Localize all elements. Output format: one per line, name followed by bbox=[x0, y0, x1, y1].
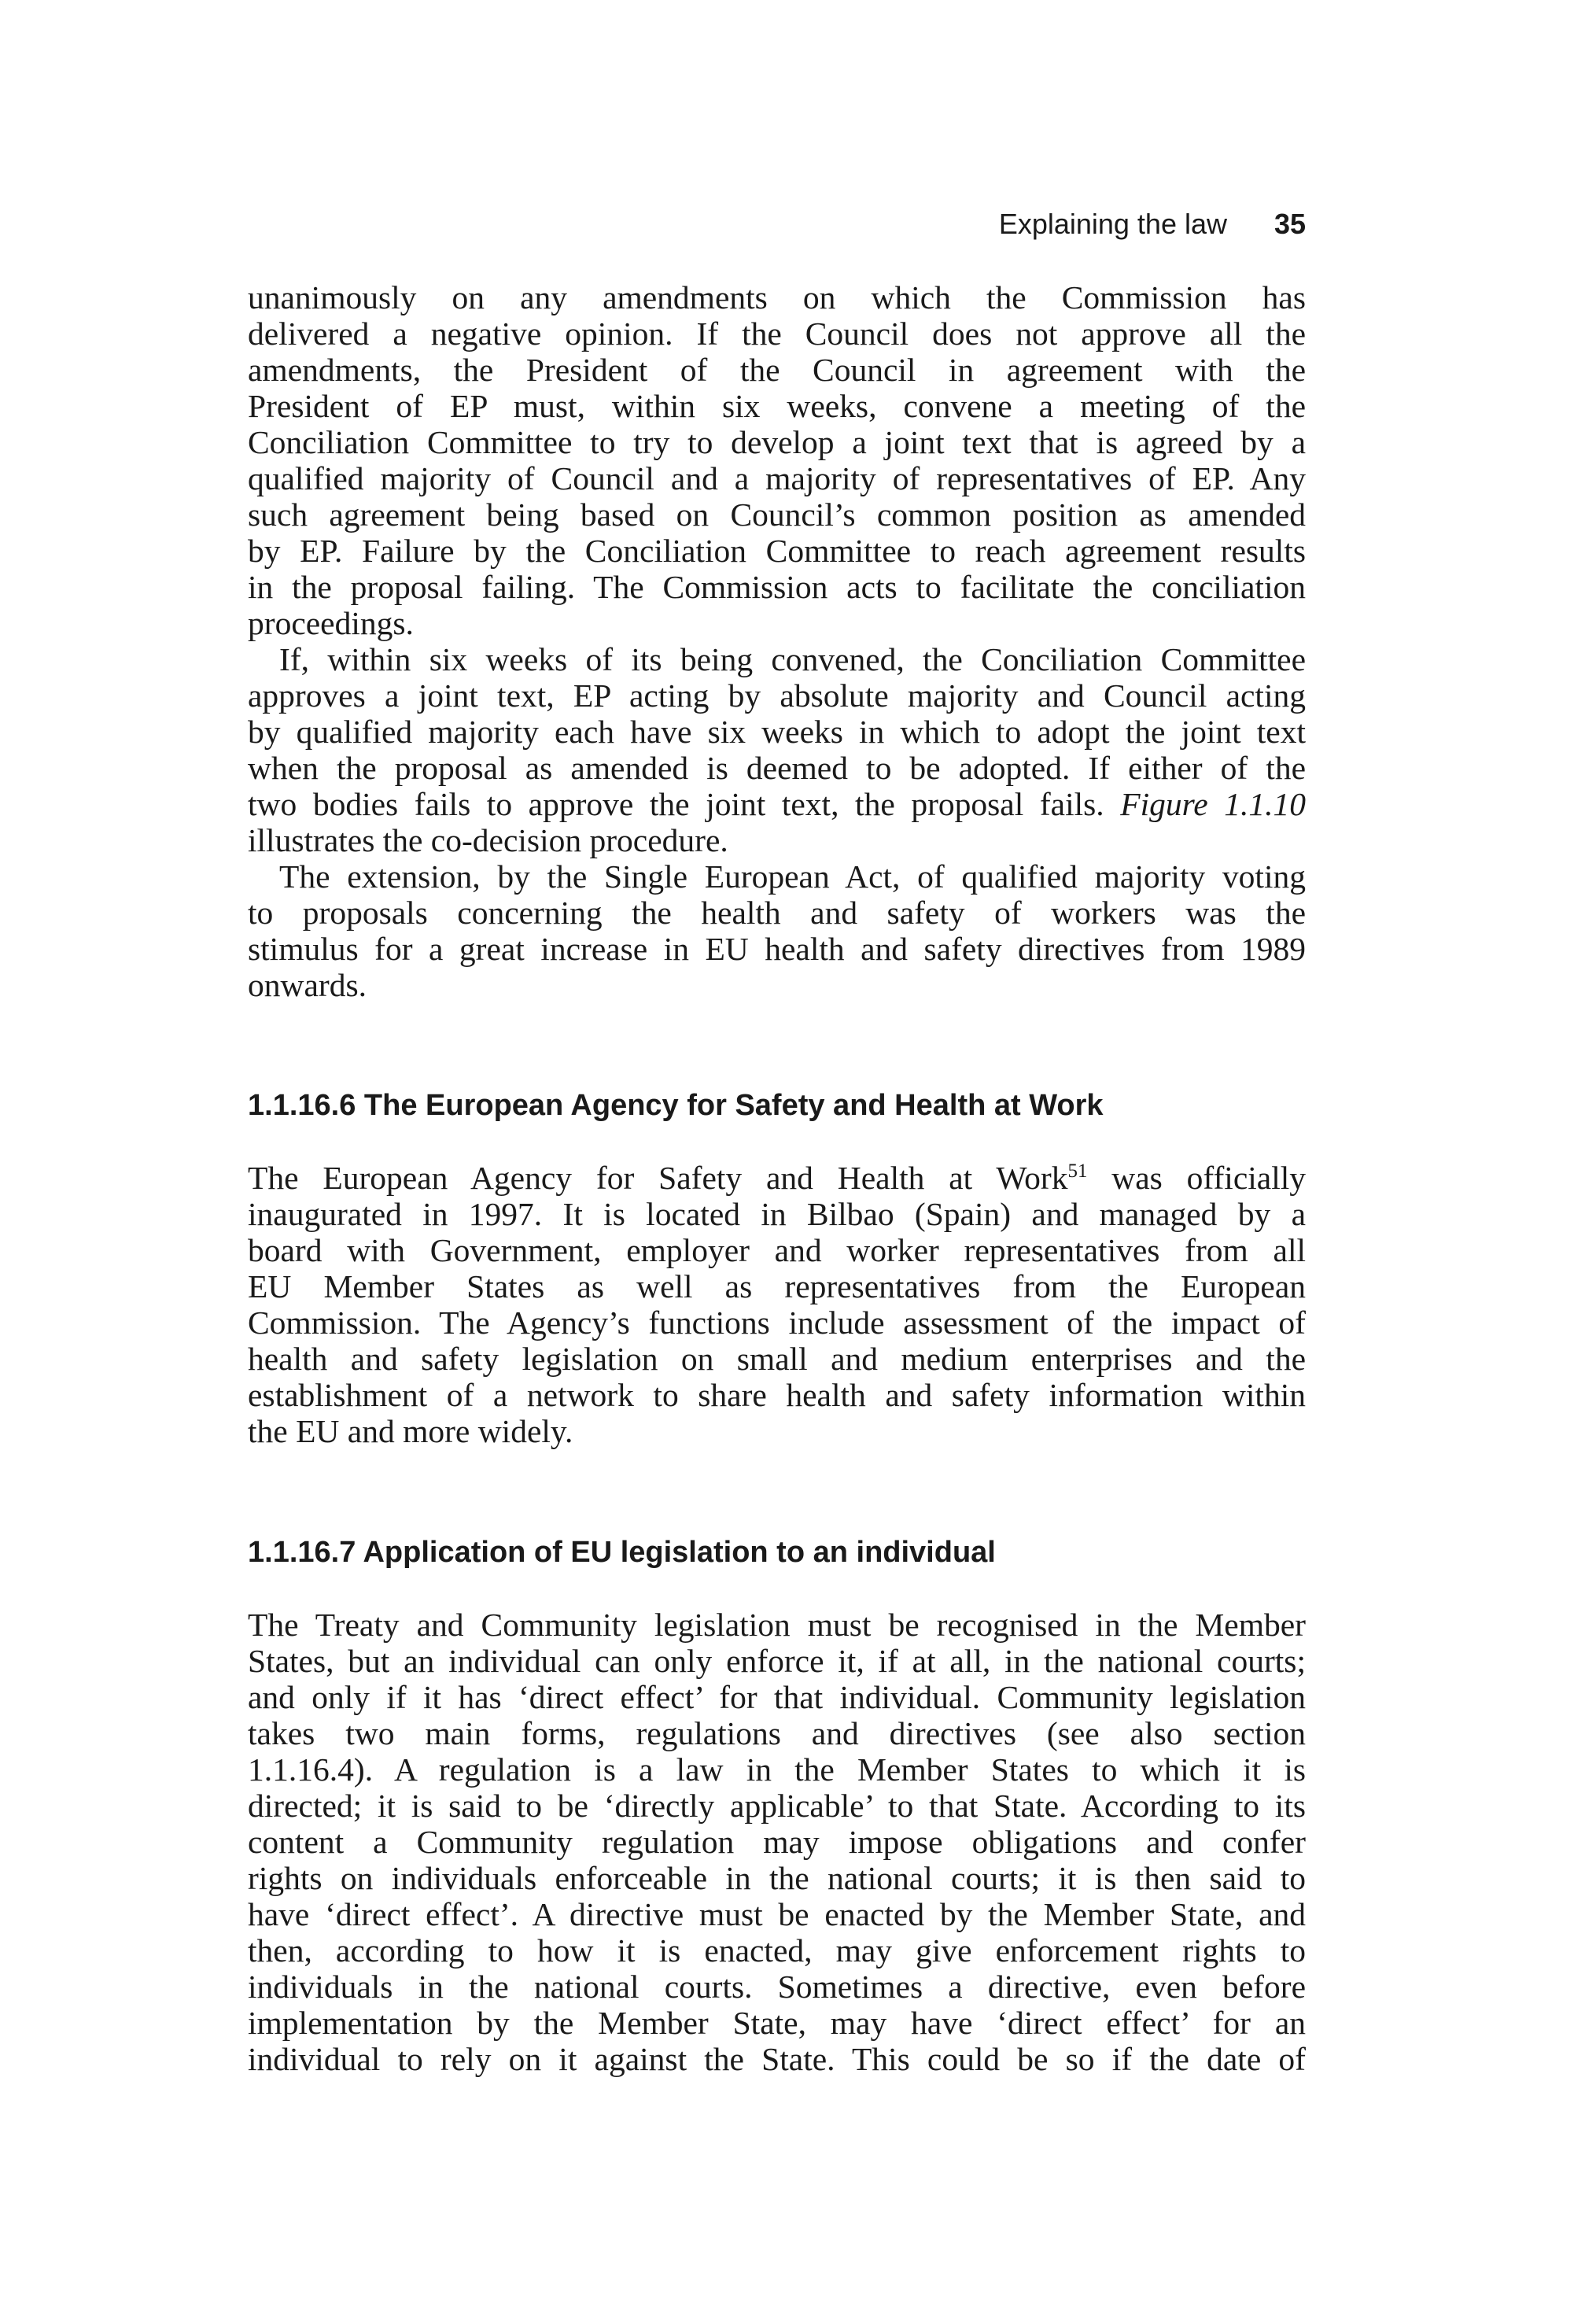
text-line: States, but an individual can only enforce it, if at all, in the national courts; bbox=[248, 1643, 1306, 1679]
text-line: unanimously on any amendments on which the Commission has bbox=[248, 279, 1306, 315]
text-line-with-figure-ref bbox=[248, 786, 1306, 822]
text-line: when the proposal as amended is deemed to be adopted. If either of the bbox=[248, 750, 1306, 786]
text-line: Commission. The Agency’s functions include assessment of the impact of bbox=[248, 1304, 1306, 1341]
page-number: 35 bbox=[1273, 208, 1306, 240]
text-line: directed; it is said to be ‘directly applicable’ to that State. According to its bbox=[248, 1788, 1306, 1824]
text-line: board with Government, employer and worker representatives from all bbox=[248, 1232, 1306, 1268]
text-line: The Treaty and Community legislation must be recognised in the Member bbox=[248, 1607, 1306, 1643]
text-line: delivered a negative opinion. If the Council does not approve all the bbox=[248, 315, 1306, 352]
text-line: 1.1.16.4). A regulation is a law in the Member States to which it is bbox=[248, 1751, 1306, 1788]
section-heading-application: 1.1.16.7 Application of EU legislation to an individual bbox=[248, 1536, 996, 1569]
text-line: takes two main forms, regulations and directives (see also section bbox=[248, 1715, 1306, 1751]
text-line-with-footnote bbox=[248, 1160, 1306, 1196]
text-line: such agreement being based on Council’s common position as amended bbox=[248, 496, 1306, 533]
text-line: proceedings. bbox=[248, 605, 414, 641]
text-line: The extension, by the Single European Act, of qualified majority voting bbox=[279, 858, 1306, 895]
text-line: individual to rely on it against the State. This could be so if the date of bbox=[248, 2041, 1306, 2077]
section-heading-agency: 1.1.16.6 The European Agency for Safety and Health at Work bbox=[248, 1089, 1104, 1122]
text-line: content a Community regulation may impose obligations and confer bbox=[248, 1824, 1306, 1860]
text-line: Conciliation Committee to try to develop a joint text that is agreed by a bbox=[248, 424, 1306, 460]
text-line: the EU and more widely. bbox=[248, 1413, 573, 1449]
text-line: EU Member States as well as representatives from the European bbox=[248, 1268, 1306, 1304]
footnote-marker: 51 bbox=[1067, 1160, 1088, 1183]
text-line: to proposals concerning the health and safety of workers was the bbox=[248, 895, 1306, 931]
text-line: onwards. bbox=[248, 967, 367, 1003]
text-line: rights on individuals enforceable in the national courts; it is then said to bbox=[248, 1860, 1306, 1896]
text-line: establishment of a network to share health and safety information within bbox=[248, 1377, 1306, 1413]
text-line: President of EP must, within six weeks, convene a meeting of the bbox=[248, 388, 1306, 424]
running-head bbox=[944, 208, 1306, 247]
text-span: was officially bbox=[1111, 1160, 1306, 1196]
text-line: by qualified majority each have six weeks in which to adopt the joint text bbox=[248, 714, 1306, 750]
text-line: approves a joint text, EP acting by absolute majority and Council acting bbox=[248, 677, 1306, 714]
running-head-title: Explaining the law bbox=[998, 208, 1227, 240]
text-line: in the proposal failing. The Commission acts to facilitate the conciliation bbox=[248, 569, 1306, 605]
text-line: implementation by the Member State, may have ‘direct effect’ for an bbox=[248, 2005, 1306, 2041]
text-line: qualified majority of Council and a majority of representatives of EP. Any bbox=[248, 460, 1306, 496]
text-line: health and safety legislation on small and medium enterprises and the bbox=[248, 1341, 1306, 1377]
text-span: The European Agency for Safety and Health at Work bbox=[248, 1160, 1068, 1196]
figure-reference: Figure 1.1.10 bbox=[1120, 786, 1307, 822]
text-line: have ‘direct effect’. A directive must be enacted by the Member State, and bbox=[248, 1896, 1306, 1932]
text-line: amendments, the President of the Council in agreement with the bbox=[248, 352, 1306, 388]
text-line: illustrates the co-decision procedure. bbox=[248, 822, 728, 858]
text-line: individuals in the national courts. Sometimes a directive, even before bbox=[248, 1969, 1306, 2005]
text-line: then, according to how it is enacted, may give enforcement rights to bbox=[248, 1932, 1306, 1969]
text-span: two bodies fails to approve the joint text, the proposal fails. bbox=[248, 786, 1104, 822]
text-line: inaugurated in 1997. It is located in Bilbao (Spain) and managed by a bbox=[248, 1196, 1306, 1232]
text-line: and only if it has ‘direct effect’ for that individual. Community legislation bbox=[248, 1679, 1306, 1715]
text-line: If, within six weeks of its being convened, the Conciliation Committee bbox=[279, 641, 1306, 677]
text-line: stimulus for a great increase in EU health and safety directives from 1989 bbox=[248, 931, 1306, 967]
text-line: by EP. Failure by the Conciliation Committee to reach agreement results bbox=[248, 533, 1306, 569]
